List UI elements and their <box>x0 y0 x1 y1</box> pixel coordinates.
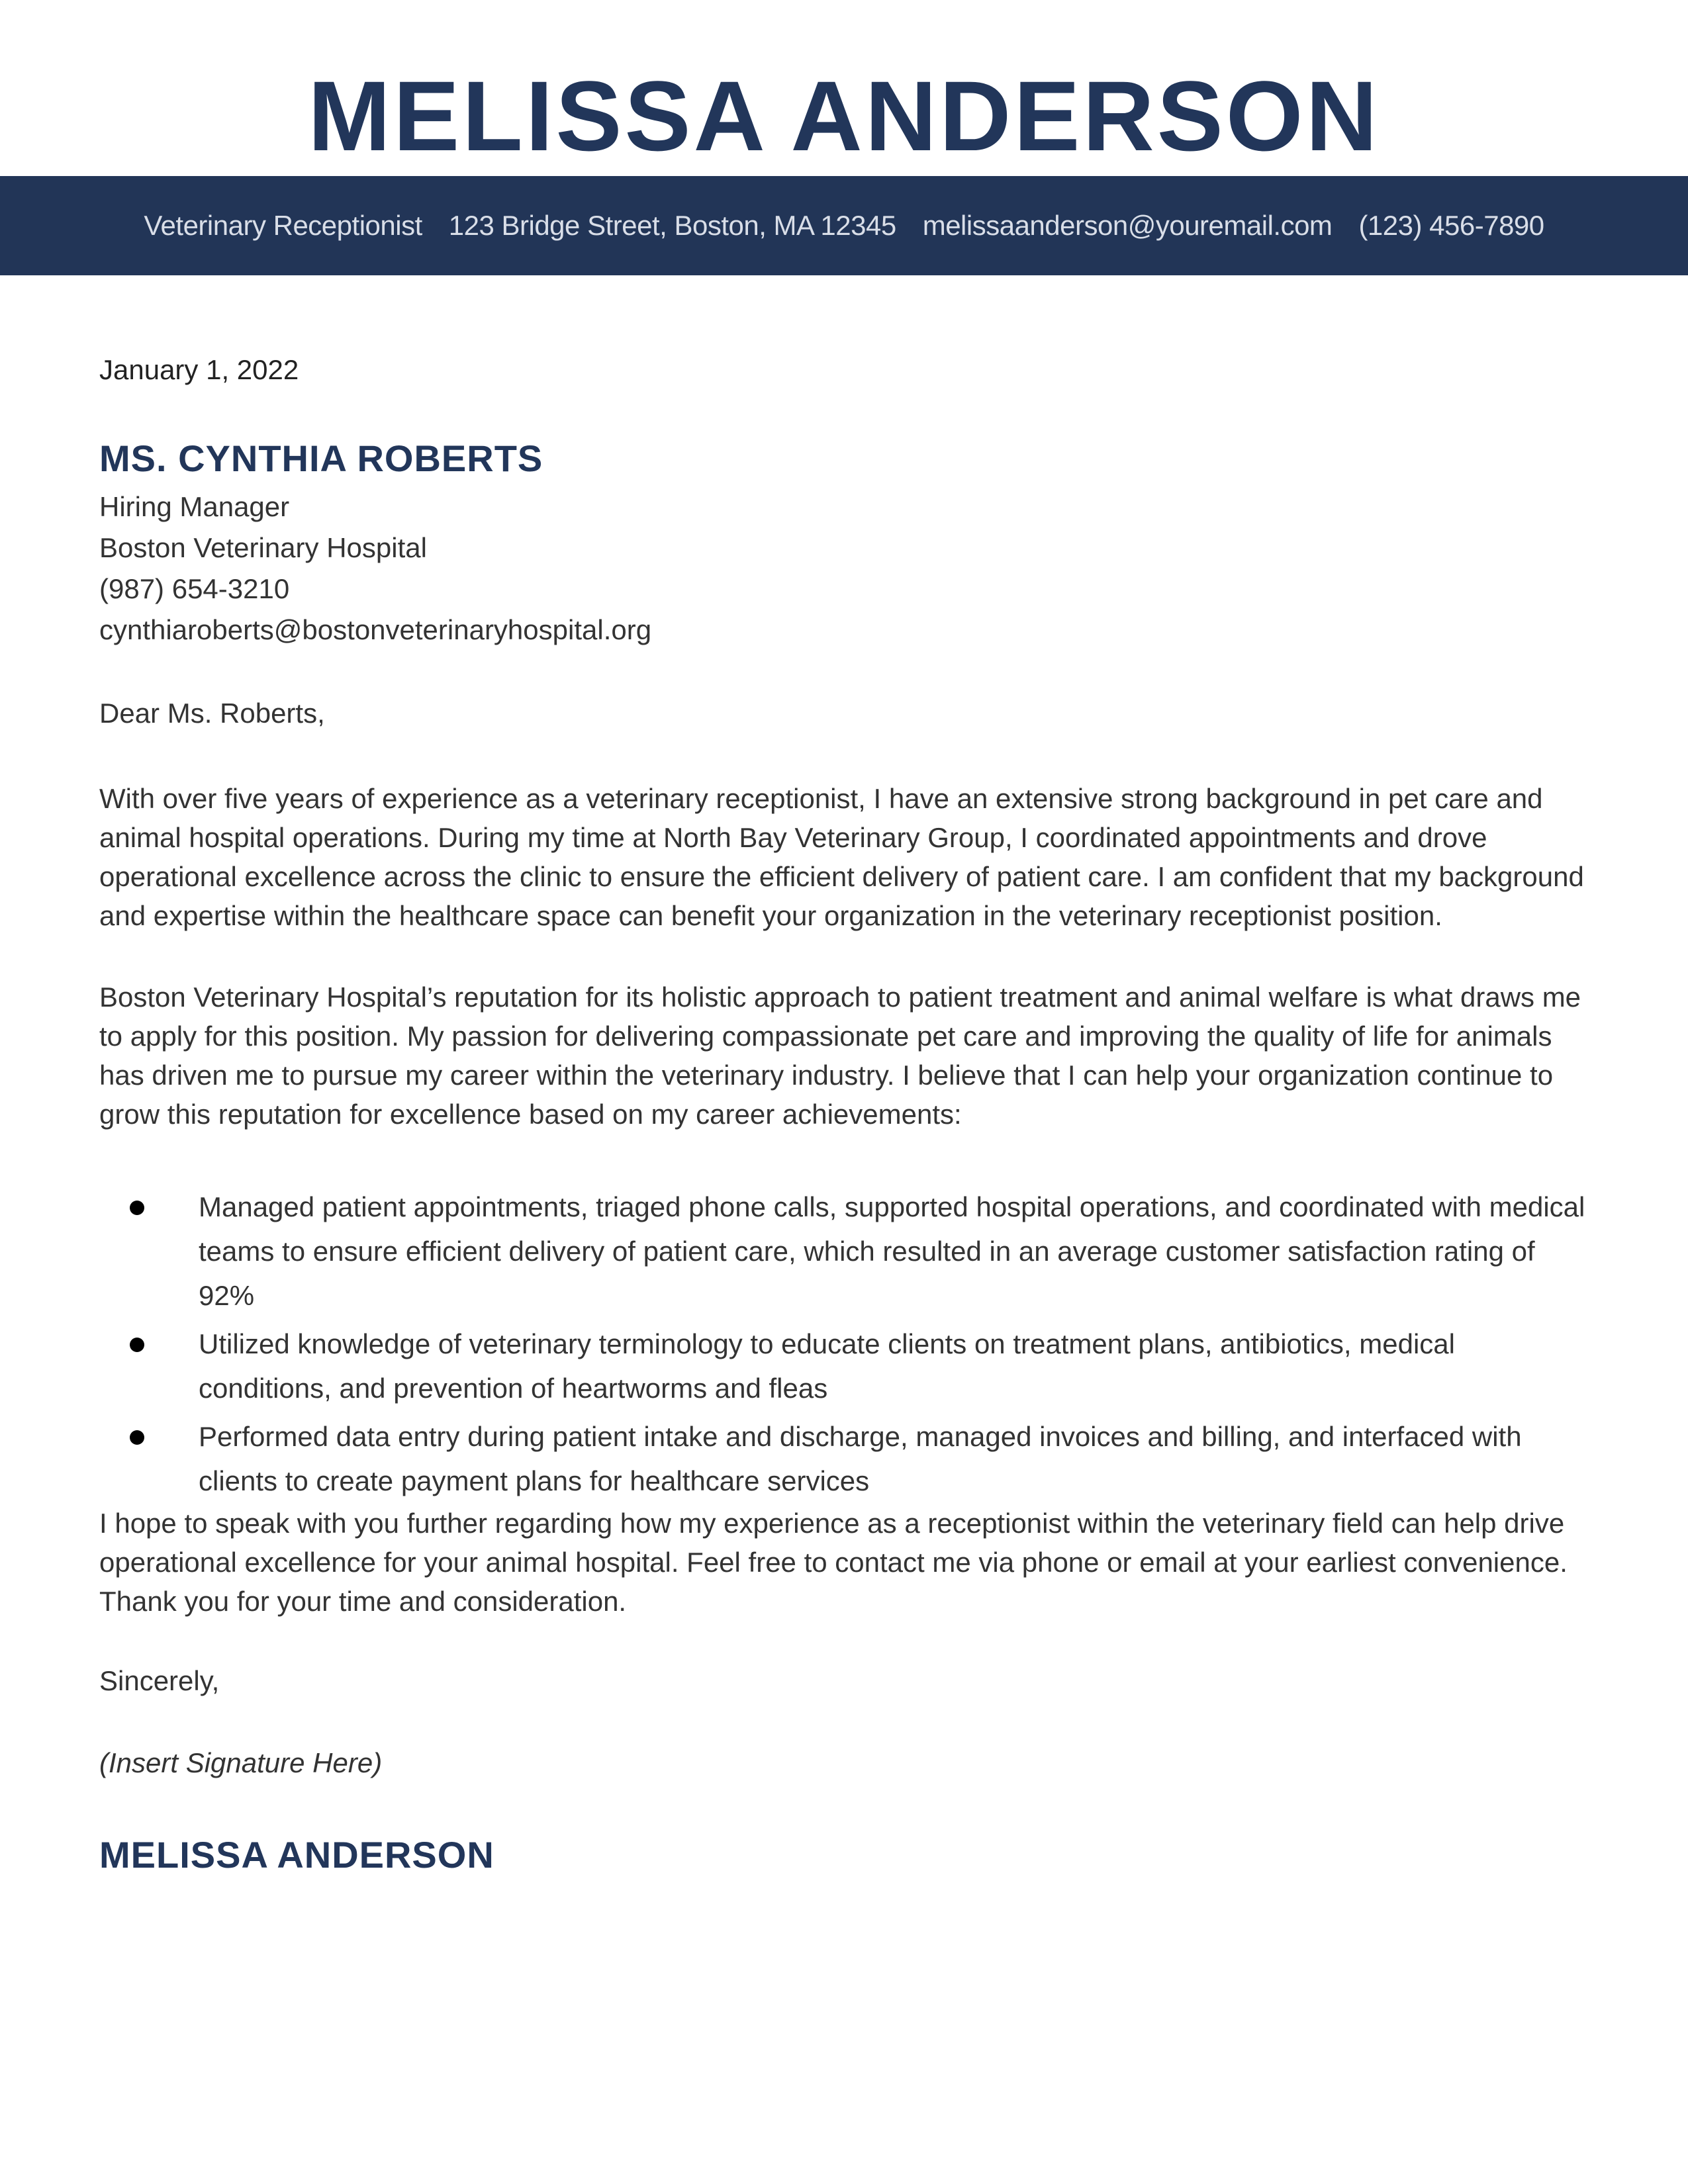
recipient-organization: Boston Veterinary Hospital <box>99 532 427 563</box>
achievement-text: Managed patient appointments, triaged phone calls, supported hospital operations, and coordinated with medical teams to ensure efficient delivery of patient care, which resulted in an average customer satisfaction rating of 92% <box>199 1191 1585 1311</box>
recipient-phone: (987) 654-3210 <box>99 573 290 604</box>
recipient-email: cynthiaroberts@bostonveterinaryhospital.org <box>99 614 652 645</box>
achievement-text: Utilized knowledge of veterinary terminology to educate clients on treatment plans, antibiotics, medical conditions, and prevention of heartworms and fleas <box>199 1328 1455 1404</box>
address: 123 Bridge Street, Boston, MA 12345 <box>448 210 896 241</box>
salutation: Dear Ms. Roberts, <box>99 698 325 729</box>
bullet-icon <box>130 1338 144 1352</box>
email: melissaanderson@youremail.com <box>922 210 1333 241</box>
letter-date: January 1, 2022 <box>99 354 299 385</box>
list-item <box>99 1322 1589 1410</box>
recipient-name: MS. CYNTHIA ROBERTS <box>99 437 543 479</box>
bullet-icon <box>130 1201 144 1215</box>
job-title: Veterinary Receptionist <box>144 210 422 241</box>
signer-name: MELISSA ANDERSON <box>99 1834 494 1876</box>
body-paragraph-1: With over five years of experience as a veterinary receptionist, I have an extensive strong background in pet care and animal hospital operations. During my time at North Bay Veterinary Group, I coordinated appointments and drove operational excellence across the clinic to ensure the efficient delivery of patient care. I am confident that my background and expertise within the healthcare space can benefit your organization in the veterinary receptionist position. <box>99 783 1584 931</box>
bullet-icon <box>130 1430 144 1445</box>
signature-placeholder: (Insert Signature Here) <box>99 1747 383 1778</box>
list-item <box>99 1185 1589 1318</box>
closing-paragraph: I hope to speak with you further regarding how my experience as a receptionist within the veterinary field can help drive operational excellence for your animal hospital. Feel free to contact me via phone or email at your earliest convenience. Thank you for your time and consideration. <box>99 1508 1568 1617</box>
body-paragraph-2: Boston Veterinary Hospital’s reputation for its holistic approach to patient treatment and animal welfare is what draws me to apply for this position. My passion for delivering compassionate pet care and improving the quality of life for animals has driven me to pursue my career within the veterinary industry. I believe that I can help your organization continue to grow this reputation for excellence based on my career achievements: <box>99 981 1581 1130</box>
contact-band <box>0 176 1688 275</box>
sign-off: Sincerely, <box>99 1665 220 1696</box>
applicant-name-heading: MELISSA ANDERSON <box>308 60 1380 171</box>
achievements-list <box>99 1185 1589 1507</box>
phone: (123) 456-7890 <box>1358 210 1544 241</box>
achievement-text: Performed data entry during patient intake and discharge, managed invoices and billing, and interfaced with clients to create payment plans for healthcare services <box>199 1421 1522 1496</box>
list-item <box>99 1414 1589 1503</box>
recipient-title: Hiring Manager <box>99 491 290 522</box>
